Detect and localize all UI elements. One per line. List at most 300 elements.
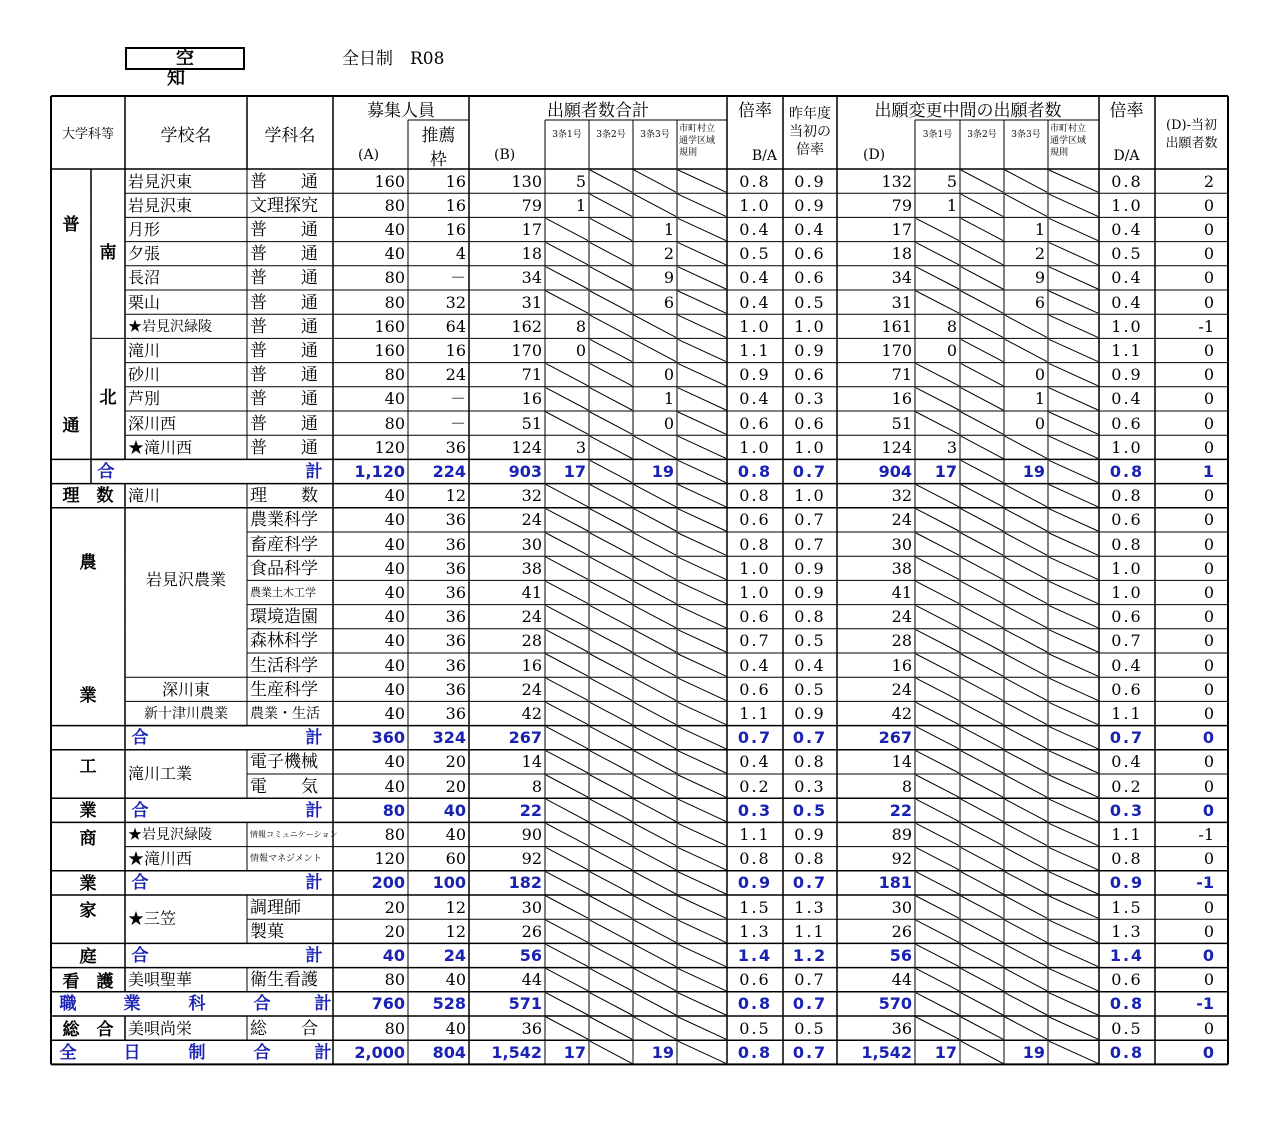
dept-name-6: 普 通 <box>250 316 318 337</box>
ratio-da-23: 0.7 <box>1109 728 1145 748</box>
school-name-22: 新十津川農業 <box>144 705 228 722</box>
slash-d1-row-9 <box>916 388 959 410</box>
slash-c2-row-29 <box>590 872 632 894</box>
suisen-0: 16 <box>445 171 466 191</box>
slash-d4-row-13 <box>1049 485 1098 507</box>
slash-d1-row-4 <box>916 267 959 289</box>
suisen-31: 12 <box>445 921 466 941</box>
suisen-1: 16 <box>445 195 466 215</box>
dept-name-22: 農業・生活 <box>250 705 320 722</box>
prev-ratio-0: 0.9 <box>794 171 826 191</box>
applicants-b-30: 30 <box>521 897 542 917</box>
applicants-b-33: 44 <box>521 970 542 990</box>
school-name-27: ★岩見沢緑陵 <box>128 826 212 843</box>
suisen-19: 36 <box>445 631 466 651</box>
slash-d4-row-14 <box>1049 509 1098 531</box>
cat-kango: 看 護 <box>62 972 114 992</box>
cat-katei-1: 家 <box>79 901 97 921</box>
suisen-18: 36 <box>445 607 466 627</box>
diff-7: 0 <box>1203 340 1214 360</box>
header-sub-municipal-3: 規則 <box>679 148 698 158</box>
prev-ratio-22: 0.9 <box>794 703 826 723</box>
slash-d2-row-3 <box>961 243 1003 265</box>
mid-d-28: 92 <box>891 849 912 869</box>
slash-d3-row-28 <box>1005 848 1047 870</box>
slash-c4-row-18 <box>678 606 726 628</box>
suisen-8: 24 <box>445 365 466 385</box>
ratio-ba-6: 1.0 <box>739 316 771 336</box>
mid-d-13: 32 <box>891 486 912 506</box>
suisen-22: 36 <box>445 703 466 723</box>
suisen-13: 12 <box>445 486 466 506</box>
dept-name-21: 生産科学 <box>250 679 318 700</box>
suisen-11: 36 <box>445 437 466 457</box>
mid-d-7: 170 <box>881 340 912 360</box>
slash-c3-row-20 <box>634 654 676 676</box>
slash-c4-row-32 <box>678 944 726 966</box>
ratio-da-3: 0.5 <box>1111 244 1143 264</box>
slash-c3-row-14 <box>634 509 676 531</box>
slash-c4-row-35 <box>678 1017 726 1039</box>
slash-c2-row-9 <box>590 388 632 410</box>
suisen-24: 20 <box>445 752 466 772</box>
header-dept: 学科名 <box>264 126 316 146</box>
slash-d1-row-30 <box>916 896 959 918</box>
ratio-ba-0: 0.8 <box>739 171 771 191</box>
slash-c4-row-0 <box>678 170 726 192</box>
slash-d2-row-10 <box>961 412 1003 434</box>
subtotal-label-left-23: 合 <box>131 728 149 749</box>
slash-c3-row-25 <box>634 775 676 797</box>
recruit-a-22: 40 <box>384 703 405 723</box>
dept-name-35: 総 合 <box>250 1018 318 1039</box>
prev-ratio-26: 0.5 <box>792 800 828 820</box>
slash-d2-row-34 <box>961 993 1003 1015</box>
school-name-21: 深川東 <box>161 679 210 699</box>
slash-d1-row-18 <box>916 606 959 628</box>
suisen-4: － <box>449 268 466 288</box>
slash-d2-row-22 <box>961 702 1003 724</box>
applicants-b-0: 130 <box>511 171 542 191</box>
suisen-32: 24 <box>443 945 466 965</box>
slash-c3-row-21 <box>634 678 676 700</box>
app-c3-36: 19 <box>651 1042 674 1062</box>
ratio-da-7: 1.1 <box>1111 340 1143 360</box>
slash-d4-row-7 <box>1049 339 1098 361</box>
mid-d-10: 51 <box>891 413 912 433</box>
slash-d2-row-35 <box>961 1017 1003 1039</box>
school-name-10: 深川西 <box>128 413 177 433</box>
suisen-30: 12 <box>445 897 466 917</box>
prev-ratio-10: 0.6 <box>794 413 826 433</box>
slash-d2-row-7 <box>961 339 1003 361</box>
mid-d1-1: 1 <box>946 195 957 215</box>
slash-c4-row-19 <box>678 630 726 652</box>
prev-ratio-17: 0.9 <box>794 582 826 602</box>
slash-c1-row-22 <box>546 702 588 724</box>
slash-c3-row-11 <box>634 436 676 458</box>
ratio-ba-34: 0.8 <box>737 994 773 1014</box>
applicants-b-23: 267 <box>508 728 542 748</box>
slash-d4-row-20 <box>1049 654 1098 676</box>
slash-c4-row-2 <box>678 218 726 240</box>
ratio-ba-18: 0.6 <box>739 607 771 627</box>
recruit-a-33: 80 <box>384 970 405 990</box>
slash-c2-row-23 <box>590 727 632 749</box>
applicants-b-5: 31 <box>521 292 542 312</box>
slash-c1-row-15 <box>546 533 588 555</box>
slash-c4-row-1 <box>678 194 726 216</box>
applicants-b-28: 92 <box>521 849 542 869</box>
recruit-a-25: 40 <box>384 776 405 796</box>
ratio-ba-35: 0.5 <box>739 1018 771 1038</box>
slash-c4-row-6 <box>678 315 726 337</box>
recruit-a-12: 1,120 <box>354 461 405 481</box>
grand-label-shokugyo-2: 科 <box>188 994 206 1015</box>
dept-name-25: 電 気 <box>250 776 318 797</box>
header-mid-sub-municipal-3: 規則 <box>1050 148 1069 158</box>
header-da: D/A <box>1113 148 1140 164</box>
diff-31: 0 <box>1203 921 1214 941</box>
recruit-a-26: 80 <box>382 800 405 820</box>
slash-d4-row-21 <box>1049 678 1098 700</box>
prev-ratio-35: 0.5 <box>794 1018 826 1038</box>
mid-d-22: 42 <box>891 703 912 723</box>
mid-d-24: 14 <box>891 752 912 772</box>
recruit-a-34: 760 <box>371 994 405 1014</box>
slash-d3-row-20 <box>1005 654 1047 676</box>
slash-c1-row-16 <box>546 557 588 579</box>
applicants-b-36: 1,542 <box>491 1042 542 1062</box>
slash-c3-row-1 <box>634 194 676 216</box>
slash-c2-row-36 <box>590 1041 632 1063</box>
diff-8: 0 <box>1203 365 1214 385</box>
slash-c2-row-34 <box>590 993 632 1015</box>
suisen-15: 36 <box>445 534 466 554</box>
cat-futsu-2: 通 <box>62 416 80 436</box>
slash-c2-row-27 <box>590 823 632 845</box>
slash-c4-row-29 <box>678 872 726 894</box>
diff-15: 0 <box>1203 534 1214 554</box>
ratio-da-20: 0.4 <box>1111 655 1143 675</box>
slash-c3-row-19 <box>634 630 676 652</box>
schedule-label: 全日制 R08 <box>342 49 445 69</box>
slash-d1-row-29 <box>916 872 959 894</box>
slash-d4-row-12 <box>1049 460 1098 482</box>
slash-d2-row-28 <box>961 848 1003 870</box>
slash-d3-row-15 <box>1005 533 1047 555</box>
slash-d1-row-28 <box>916 848 959 870</box>
slash-c4-row-8 <box>678 364 726 386</box>
diff-1: 0 <box>1203 195 1214 215</box>
mid-d1-11: 3 <box>946 437 957 457</box>
slash-c4-row-23 <box>678 727 726 749</box>
diff-16: 0 <box>1203 558 1214 578</box>
suisen-20: 36 <box>445 655 466 675</box>
slash-c2-row-32 <box>590 944 632 966</box>
slash-d4-row-32 <box>1049 944 1098 966</box>
ratio-da-1: 1.0 <box>1111 195 1143 215</box>
slash-d2-row-19 <box>961 630 1003 652</box>
dept-name-20: 生活科学 <box>250 655 318 676</box>
mid-d-2: 17 <box>891 219 912 239</box>
ratio-da-13: 0.8 <box>1111 486 1143 506</box>
slash-c1-row-20 <box>546 654 588 676</box>
diff-2: 0 <box>1203 219 1214 239</box>
slash-d1-row-32 <box>916 944 959 966</box>
applicants-b-24: 14 <box>521 752 542 772</box>
ratio-da-28: 0.8 <box>1111 849 1143 869</box>
diff-13: 0 <box>1203 486 1214 506</box>
subtotal-label-left-26: 合 <box>131 800 149 821</box>
diff-30: 0 <box>1203 897 1214 917</box>
applicants-b-21: 24 <box>521 679 542 699</box>
mid-d3-8: 0 <box>1034 365 1045 385</box>
slash-d3-row-31 <box>1005 920 1047 942</box>
slash-d2-row-14 <box>961 509 1003 531</box>
mid-d-17: 41 <box>891 582 912 602</box>
suisen-26: 40 <box>443 800 466 820</box>
mid-d-1: 79 <box>891 195 912 215</box>
diff-3: 0 <box>1203 244 1214 264</box>
applicants-b-26: 22 <box>519 800 542 820</box>
slash-c4-row-14 <box>678 509 726 531</box>
prev-ratio-7: 0.9 <box>794 340 826 360</box>
mid-d-6: 161 <box>881 316 912 336</box>
mid-d-25: 8 <box>901 776 912 796</box>
dept-name-31: 製菓 <box>250 921 284 942</box>
slash-c2-row-10 <box>590 412 632 434</box>
slash-d3-row-30 <box>1005 896 1047 918</box>
mid-d1-7: 0 <box>946 340 957 360</box>
ratio-ba-12: 0.8 <box>737 461 773 481</box>
ratio-da-29: 0.9 <box>1109 873 1145 893</box>
prev-ratio-12: 0.7 <box>792 461 828 481</box>
dept-name-15: 畜産科学 <box>250 534 318 555</box>
prev-ratio-13: 1.0 <box>794 486 826 506</box>
grand-label-zennichi-1: 日 <box>123 1042 141 1063</box>
ratio-ba-32: 1.4 <box>737 945 773 965</box>
cat-nogyo-1: 農 <box>79 553 97 573</box>
mid-d-36: 1,542 <box>861 1042 912 1062</box>
ratio-ba-27: 1.1 <box>739 824 771 844</box>
slash-c4-row-36 <box>678 1041 726 1063</box>
slash-d3-row-13 <box>1005 485 1047 507</box>
grand-label-zennichi-0: 全 <box>59 1042 77 1063</box>
slash-c4-row-13 <box>678 485 726 507</box>
prev-ratio-21: 0.5 <box>794 679 826 699</box>
diff-5: 0 <box>1203 292 1214 312</box>
prev-ratio-9: 0.3 <box>794 389 826 409</box>
mid-d-0: 132 <box>881 171 912 191</box>
header-mid: 出願変更中間の出願者数 <box>874 101 1062 121</box>
slash-c2-row-35 <box>590 1017 632 1039</box>
header-ratio-da: 倍率 <box>1109 101 1144 121</box>
slash-c2-row-6 <box>590 315 632 337</box>
dept-name-19: 森林科学 <box>250 631 318 652</box>
slash-d3-row-18 <box>1005 606 1047 628</box>
suisen-21: 36 <box>445 679 466 699</box>
diff-33: 0 <box>1203 970 1214 990</box>
slash-c1-row-31 <box>546 920 588 942</box>
slash-c1-row-17 <box>546 581 588 603</box>
cat-south: 南 <box>99 243 117 263</box>
slash-c2-row-31 <box>590 920 632 942</box>
suisen-9: － <box>449 389 466 409</box>
suisen-29: 100 <box>432 873 466 893</box>
header-recruit-a: (A) <box>358 147 380 163</box>
slash-c1-row-23 <box>546 727 588 749</box>
slash-c4-row-24 <box>678 751 726 773</box>
applicants-b-1: 79 <box>521 195 542 215</box>
suisen-35: 40 <box>445 1018 466 1038</box>
ratio-da-31: 1.3 <box>1111 921 1143 941</box>
school-name-3: 夕張 <box>128 244 161 264</box>
slash-c4-row-28 <box>678 848 726 870</box>
recruit-a-18: 40 <box>384 607 405 627</box>
mid-d-32: 56 <box>889 945 912 965</box>
slash-d4-row-34 <box>1049 993 1098 1015</box>
dept-name-16: 食品科学 <box>250 558 318 579</box>
slash-d4-row-1 <box>1049 194 1098 216</box>
slash-c4-row-5 <box>678 291 726 313</box>
ratio-da-30: 1.5 <box>1111 897 1143 917</box>
slash-d1-row-25 <box>916 775 959 797</box>
suisen-17: 36 <box>445 582 466 602</box>
slash-d1-row-21 <box>916 678 959 700</box>
mid-d-3: 18 <box>891 244 912 264</box>
ratio-da-17: 1.0 <box>1111 582 1143 602</box>
mid-d-5: 31 <box>891 292 912 312</box>
school-name-11: ★滝川西 <box>128 437 193 457</box>
diff-27: -1 <box>1198 824 1214 844</box>
recruit-a-17: 40 <box>384 582 405 602</box>
slash-c4-row-16 <box>678 557 726 579</box>
suisen-7: 16 <box>445 340 466 360</box>
recruit-a-9: 40 <box>384 389 405 409</box>
slash-d2-row-20 <box>961 654 1003 676</box>
app-c1-0: 5 <box>575 171 586 191</box>
slash-c3-row-6 <box>634 315 676 337</box>
slash-c3-row-30 <box>634 896 676 918</box>
subtotal-label-right-26: 計 <box>305 800 323 821</box>
recruit-a-10: 80 <box>384 413 405 433</box>
ratio-da-25: 0.2 <box>1111 776 1143 796</box>
suisen-33: 40 <box>445 970 466 990</box>
app-c3-3: 2 <box>663 244 674 264</box>
slash-d3-row-11 <box>1005 436 1047 458</box>
prev-ratio-4: 0.6 <box>794 268 826 288</box>
recruit-a-28: 120 <box>374 849 405 869</box>
ratio-ba-21: 0.6 <box>739 679 771 699</box>
slash-d4-row-33 <box>1049 969 1098 991</box>
slash-d3-row-29 <box>1005 872 1047 894</box>
recruit-a-2: 40 <box>384 219 405 239</box>
slash-d4-row-23 <box>1049 727 1098 749</box>
diff-36: 0 <box>1202 1042 1214 1062</box>
slash-d2-row-18 <box>961 606 1003 628</box>
recruit-a-14: 40 <box>384 510 405 530</box>
diff-20: 0 <box>1203 655 1214 675</box>
slash-d3-row-27 <box>1005 823 1047 845</box>
slash-c2-row-1 <box>590 194 632 216</box>
slash-d4-row-4 <box>1049 267 1098 289</box>
ratio-ba-33: 0.6 <box>739 970 771 990</box>
diff-34: -1 <box>1196 994 1214 1014</box>
slash-c4-row-31 <box>678 920 726 942</box>
ratio-ba-10: 0.6 <box>739 413 771 433</box>
slash-d4-row-26 <box>1049 799 1098 821</box>
applicants-b-14: 24 <box>521 510 542 530</box>
recruit-a-23: 360 <box>371 728 405 748</box>
slash-d1-row-16 <box>916 557 959 579</box>
app-c1-6: 8 <box>575 316 586 336</box>
header-sub-municipal: 市町村立 <box>679 124 716 134</box>
slash-d2-row-4 <box>961 267 1003 289</box>
slash-c3-row-0 <box>634 170 676 192</box>
prev-ratio-32: 1.2 <box>792 945 828 965</box>
school-name-1: 岩見沢東 <box>128 195 193 215</box>
mid-d-31: 26 <box>891 921 912 941</box>
school-name-33: 美唄聖華 <box>128 970 193 990</box>
slash-c3-row-34 <box>634 993 676 1015</box>
recruit-a-15: 40 <box>384 534 405 554</box>
mid-d-21: 24 <box>891 679 912 699</box>
dept-name-4: 普 通 <box>250 268 318 289</box>
mid-d-14: 24 <box>891 510 912 530</box>
slash-d1-row-14 <box>916 509 959 531</box>
recruit-a-29: 200 <box>371 873 405 893</box>
slash-d3-row-24 <box>1005 751 1047 773</box>
mid-d-20: 16 <box>891 655 912 675</box>
slash-d2-row-16 <box>961 557 1003 579</box>
ratio-ba-16: 1.0 <box>739 558 771 578</box>
header-sub-3-3: 3条3号 <box>640 130 670 140</box>
dept-name-3: 普 通 <box>250 244 318 265</box>
prev-ratio-6: 1.0 <box>794 316 826 336</box>
diff-18: 0 <box>1203 607 1214 627</box>
dept-name-0: 普 通 <box>250 171 318 192</box>
cat-katei-2: 庭 <box>79 947 97 967</box>
ratio-da-27: 1.1 <box>1111 824 1143 844</box>
header-diff-2: 出願者数 <box>1165 136 1218 151</box>
mid-d-4: 34 <box>891 268 912 288</box>
ratio-ba-7: 1.1 <box>739 340 771 360</box>
mid-d-33: 44 <box>891 970 912 990</box>
prev-ratio-14: 0.7 <box>794 510 826 530</box>
slash-d4-row-18 <box>1049 606 1098 628</box>
slash-d3-row-19 <box>1005 630 1047 652</box>
diff-21: 0 <box>1203 679 1214 699</box>
slash-c3-row-18 <box>634 606 676 628</box>
prev-ratio-23: 0.7 <box>792 728 828 748</box>
prev-ratio-20: 0.4 <box>794 655 826 675</box>
header-mid-sub-3-3: 3条3号 <box>1011 130 1041 140</box>
app-c3-4: 9 <box>663 268 674 288</box>
ratio-da-15: 0.8 <box>1111 534 1143 554</box>
slash-c2-row-14 <box>590 509 632 531</box>
applicants-b-11: 124 <box>511 437 542 457</box>
slash-c1-row-8 <box>546 364 588 386</box>
slash-d4-row-31 <box>1049 920 1098 942</box>
slash-c2-row-30 <box>590 896 632 918</box>
slash-c1-row-26 <box>546 799 588 821</box>
prev-ratio-15: 0.7 <box>794 534 826 554</box>
slash-d2-row-29 <box>961 872 1003 894</box>
prev-ratio-8: 0.6 <box>794 365 826 385</box>
applicants-b-20: 16 <box>521 655 542 675</box>
applicants-b-12: 903 <box>508 461 542 481</box>
